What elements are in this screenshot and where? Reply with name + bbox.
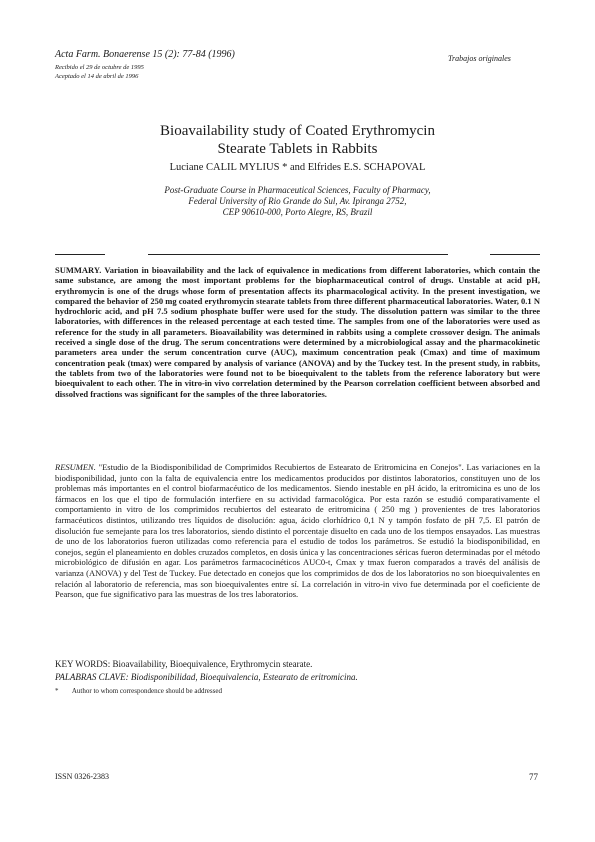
- summary-lead: SUMMARY.: [55, 265, 102, 275]
- summary-text: Variation in bioavailability and the lack of equivalence in medications from different laboratories, which contain the same substance, are among the most important problems for the biopharmaceutical control of drugs. Unstable at acid pH, erythromycin is one of the drugs whose form of presentation affects its pharmacological activity. In the present investigation, we compared the behavior of 250 mg coated erythromycin stearate tablets from three different pharmaceutical laboratories. Water, 0.1 N hydrochloric acid, and pH 7.5 sodium phosphate buffer were used for the study. The dissolution pattern was similar to the three laboratories, with differences in the released percentage at each tested time. The samples from one of the laboratories were used as reference for the study in all parameters. Bioavailability was determined in rabbits using a complete crossover design. The animals received a single dose of the drug. The serum concentrations were determined by a microbiological assay and the pharmacokinetic parameters area under the serum concentration curve (AUC), maximum concentration peak (Cmax) and time of maximum concentration peak (tmax) were compared by analysis of variance (ANOVA) and by the Tuckey test. In the present study, in rabbits, the tablets from two of the laboratories were found not to be bioequivalent to the tablets from the reference laboratory but were bioequivalent to each other. The in vitro-in vivo correlation determined by the Pearson correlation coefficient between absorbed and dissolved fractions was significant for the samples of the three laboratories.: [55, 265, 540, 399]
- section-divider: [55, 254, 540, 255]
- footnote-text: Author to whom correspondence should be addressed: [71, 687, 222, 695]
- received-date: Recibido el 29 de octubre de 1995: [55, 64, 144, 71]
- resumen-abstract: [55, 462, 540, 600]
- section-label: Trabajos originales: [448, 54, 511, 63]
- footnote: [55, 687, 222, 695]
- resumen-lead: RESUMEN.: [55, 462, 96, 472]
- title-line-2: Stearate Tablets in Rabbits: [217, 141, 378, 157]
- accepted-date: Aceptado el 14 de abril de 1996: [55, 73, 139, 80]
- authors: Luciane CALIL MYLIUS * and Elfrides E.S. SCHAPOVAL: [169, 162, 426, 173]
- article-title: [0, 122, 595, 158]
- keywords-en: KEY WORDS: Bioavailability, Bioequivalence, Erythromycin stearate.: [55, 659, 313, 669]
- affil-line-2: Federal University of Rio Grande do Sul, Av. Ipiranga 2752,: [188, 196, 407, 206]
- summary-abstract: [55, 265, 540, 399]
- issn: ISSN 0326-2383: [55, 772, 110, 781]
- keywords-block: [55, 658, 358, 684]
- affil-line-1: Post-Graduate Course in Pharmaceutical Sciences, Faculty of Pharmacy,: [164, 185, 431, 195]
- divider-rule: [55, 254, 105, 255]
- footnote-marker: *: [55, 687, 59, 695]
- affiliation: [0, 185, 595, 218]
- dates-block: [55, 63, 144, 81]
- title-line-1: Bioavailability study of Coated Erythromycin: [160, 123, 435, 139]
- divider-rule: [490, 254, 540, 255]
- resumen-text: "Estudio de la Biodisponibilidad de Comprimidos Recubiertos de Estearato de Eritromicina en Conejos". Las variaciones en la biodisponibilidad, junto con la falta de equivalencia entre los medicamentos producidos por distintos laboratorios, constituyen uno de los problemas más importantes en el control biofarmacéutico de los medicamentos. Siendo inestable en pH ácido, la eritromicina es uno de los fármacos en los que el tipo de formulación interfiere en su actividad farmacológica. Por esta razón se estudió comparativamente el comportamiento in vitro de los comprimidos recubiertos del estearato de eritromicina ( 250 mg ) provenientes de tres laboratorios farmacéuticos distintos, utilizando tres líquidos de disolución: agua, ácido clorhídrico 0,1 N y tampón fosfato de pH 7,5. El patrón de disolución fue semejante para los tres laboratorios, siendo distinto el porcentaje disuelto en cada uno de los tiempos ensayados. Las muestras de uno de los laboratorios fueron utilizadas como referencia para el estudio de todos los parámetros. Se estudió la biodisponibilidad, en conejos, según el planeamiento en dobles cruzados completos, en dosis única y las concentraciones séricas fueron determinadas por el método microbiológico de difusión en agar. Los parámetros farmacocinéticos AUC0-t, Cmax y tmax fueron comparados a través del análisis de varianza (ANOVA) y del Test de Tuckey. Fue detectado en conejos que los comprimidos de dos de los laboratorios no son bioequivalentes en relación al laboratorio de referencia, mas son bioequivalentes entre sí. La correlación in vitro-in vivo fue determinada por el coeficiente de Pearson, que fue significativo para las muestras de los tres laboratorios.: [55, 462, 540, 600]
- journal-name: Acta Farm. Bonaerense: [55, 49, 150, 60]
- journal-volume: 15 (2): 77-84 (1996): [152, 49, 235, 60]
- keywords-es: PALABRAS CLAVE: Biodisponibilidad, Bioequivalencia, Estearato de eritromicina.: [55, 672, 358, 682]
- page-number: 77: [529, 772, 538, 782]
- journal-citation: [55, 49, 235, 60]
- affil-line-3: CEP 90610-000, Porto Alegre, RS, Brazil: [222, 207, 373, 217]
- divider-rule: [148, 254, 448, 255]
